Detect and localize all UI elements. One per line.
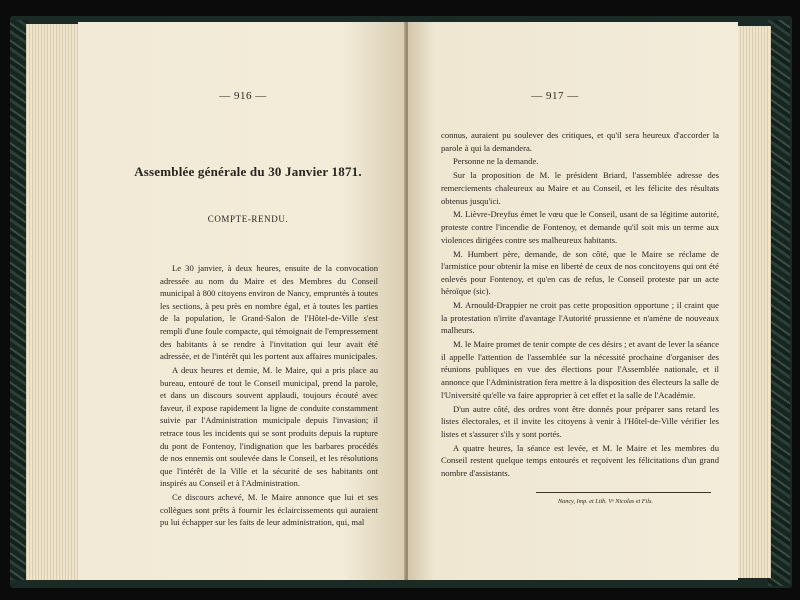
page-subtitle: COMPTE-RENDU.	[207, 214, 289, 224]
paragraph: M. Lièvre-Dreyfus émet le vœu que le Conseil, usant de sa légitime autorité, proteste contre l'incendie de Fontenoy, et demande qu'il soit mis un terme aux violences dirigées contre ses malheureux habitants.	[441, 209, 719, 245]
paragraph: A quatre heures, la séance est levée, et M. le Maire et les membres du Conseil restent quelque temps entourés et reçoivent les félicitations d'un grand nombre d'assistants.	[441, 442, 719, 478]
paragraph: D'un autre côté, des ordres vont être donnés pour préparer sans retard les listes électorales, et il invite les citoyens à venir à l'Hôtel-de-Ville vérifier les listes et s'assurer s'ils y sont portés.	[441, 403, 719, 439]
paragraph: M. Humbert père, demande, de son côté, que le Maire se réclame de l'armistice pour obtenir la mise en liberté de ceux de nos concitoyens qui ont été enlevés pour Fontenoy, et qu'en cas de refus, le Conseil proteste par un acte héroïque (sic).	[441, 248, 719, 297]
right-body-text	[441, 129, 719, 481]
page-number-right: — 917 —	[531, 90, 579, 102]
page-number-left: — 916 —	[219, 90, 267, 102]
paragraph: Ce discours achevé, M. le Maire annonce que lui et ses collègues sont prêts à fournir les éclaircissements qui auraient pu lui échapper sur les faits de leur administration, qui, mal	[160, 492, 378, 528]
page-edges-left	[26, 24, 80, 580]
left-page	[78, 22, 408, 580]
imprint-rule	[536, 492, 711, 493]
paragraph: Sur la proposition de M. le président Briard, l'assemblée adresse des remerciements chaleureux au Maire et au Conseil, et les félicite des résultats obtenus jusqu'ici.	[441, 170, 719, 206]
paragraph: M. Arnould-Drappier ne croit pas cette proposition opportune ; il craint que la protestation n'irrite d'avantage l'Autorité prussienne et n'amène de nouveaux malheurs.	[441, 300, 719, 336]
paragraph-continuation: connus, auraient pu soulever des critiques, et qu'il sera heureux d'accorder la parole à qui la demandera.	[441, 130, 719, 153]
left-body-text	[160, 262, 378, 530]
printer-imprint: Nancy, Imp. et Lith. Vᵉ Nicolas et Fils.	[558, 498, 653, 505]
marbled-cover-right	[768, 20, 790, 586]
paragraph: M. le Maire promet de tenir compte de ces désirs ; et avant de lever la séance il appelle l'attention de l'assemblée sur la nécessité prochaine d'organiser des réunions publiques en vue des élections pour l'Assemblée nationale, et il annonce que l'Administration fera mettre à la disposition des électeurs la salle de l'Université qu'elle va faire approprier à cet effet et la salle de l'Académie.	[441, 339, 719, 400]
paragraph: A deux heures et demie, M. le Maire, qui a pris place au bureau, entouré de tout le Conseil municipal, prend la parole, et dans un discours souvent applaudi, toujours écouté avec faveur, il expose rapidement la ligne de conduite constamment suivie par l'Administration municipale depuis l'invasion; il retrace tous les incidents qui se sont produits depuis la rupture du pont de Fontenoy, l'indignation que les barbares procédés de nos ennemis ont soulevée dans le Conseil, et les résolutions que l'intérêt de la Ville et la sécurité de ses habitants ont inspirés au Conseil et à l'Administration.	[160, 365, 378, 489]
paragraph: Personne ne la demande.	[453, 156, 539, 167]
page-edges-right	[737, 26, 771, 578]
paragraph: Le 30 janvier, à deux heures, ensuite de la convocation adressée au nom du Maire et des Membres du Conseil municipal à 800 citoyens environ de Nancy, empruntés à toutes les sections, à peu près en nombre égal, et à toutes les parties de la population, le Grand-Salon de l'Hôtel-de-Ville s'est rempli d'une foule compacte, qui témoignait de l'empressement des habitants à se rendre à l'invitation qui leur avait été adressée, et de l'intérêt qui les portent aux affaires municipales.	[160, 263, 378, 362]
page-title: Assemblée générale du 30 Janvier 1871.	[134, 164, 362, 179]
right-page	[408, 22, 738, 580]
